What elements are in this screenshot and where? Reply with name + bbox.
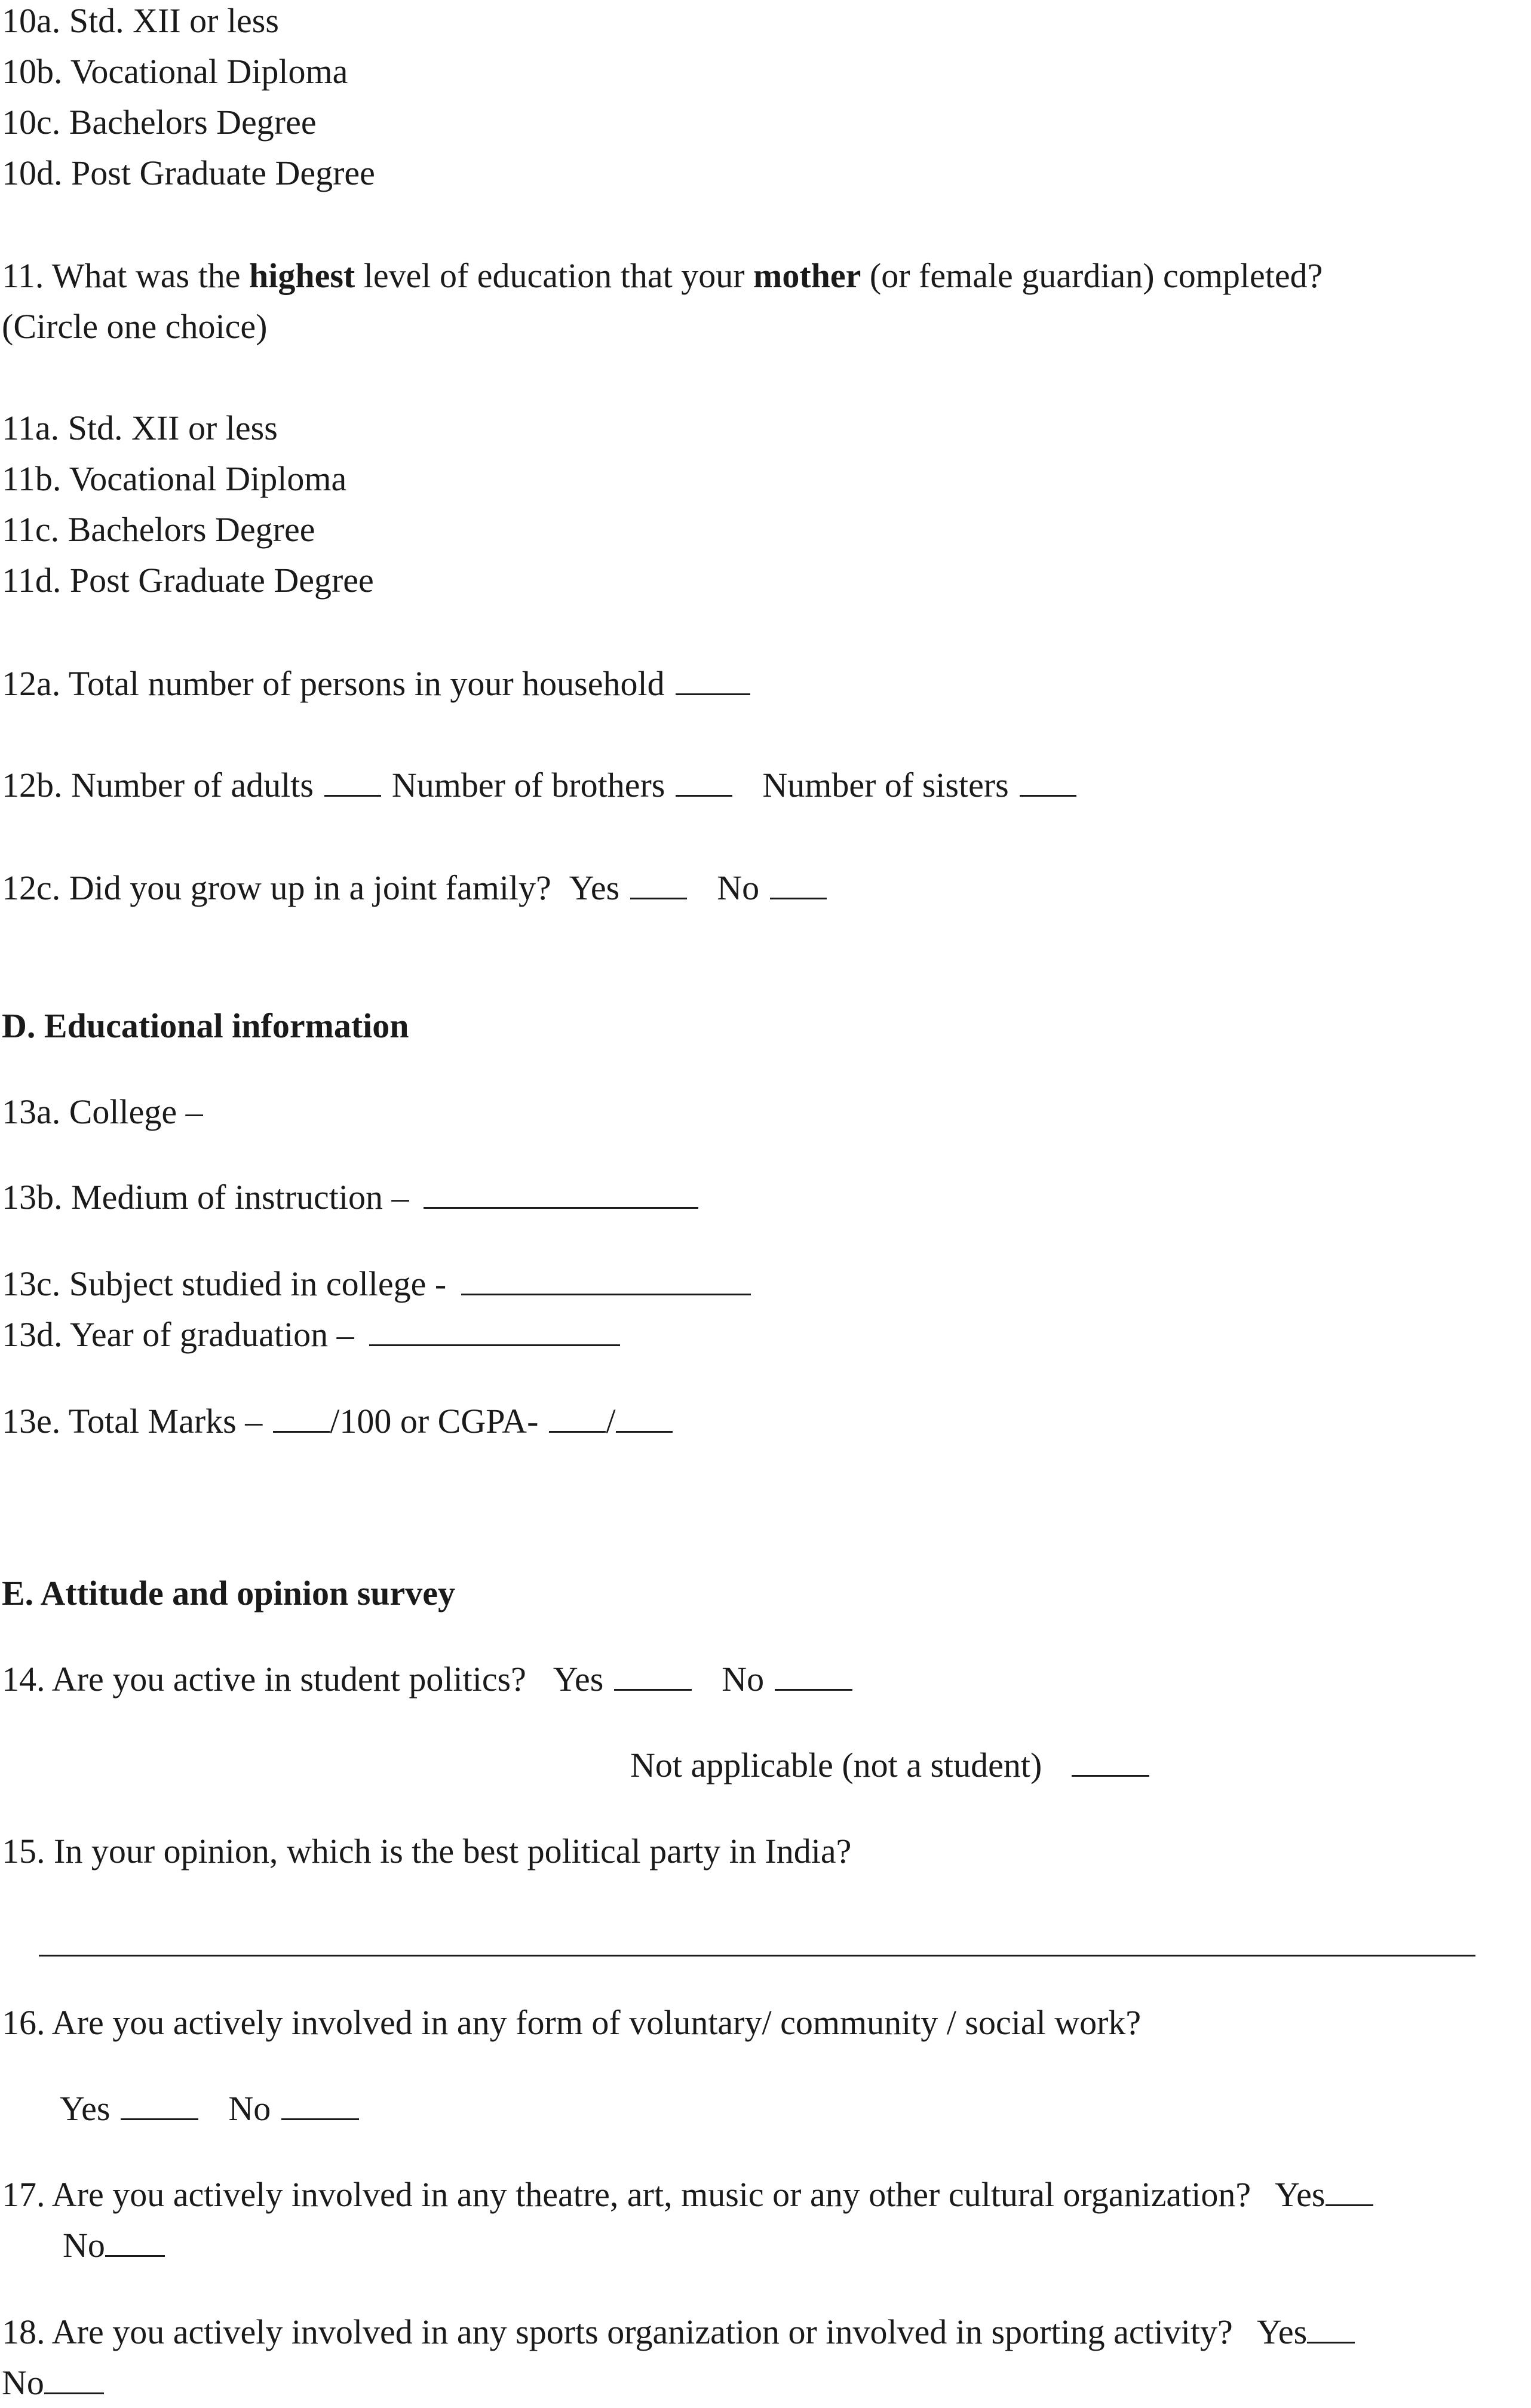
- q14-label: 14. Are you active in student politics?: [2, 1660, 526, 1698]
- q17-no-row: [63, 2222, 165, 2269]
- q11-bold-mother: mother: [753, 256, 861, 295]
- q17-no-blank[interactable]: [105, 2224, 165, 2257]
- q18-yes-blank[interactable]: [1307, 2311, 1355, 2344]
- q11-bold-highest: highest: [248, 256, 355, 295]
- q13c-row: [2, 1260, 751, 1308]
- q10-option-d: 10d. Post Graduate Degree: [2, 153, 375, 192]
- q18-no-label: No: [2, 2363, 44, 2402]
- q12c-no-blank[interactable]: [770, 867, 827, 899]
- q13a-college: 13a. College –: [2, 1092, 203, 1131]
- q18-question-row: [2, 2308, 1355, 2356]
- q15-question: 15. In your opinion, which is the best political party in India?: [2, 1832, 852, 1870]
- q12c-label: 12c. Did you grow up in a joint family?: [2, 868, 551, 907]
- q13e-mid: /100 or CGPA-: [330, 1402, 539, 1440]
- q12c-row: [2, 864, 827, 912]
- q14-yes-label: Yes: [553, 1660, 604, 1698]
- section-d-heading: D. Educational information: [2, 1006, 409, 1045]
- q16-no-blank[interactable]: [281, 2087, 359, 2120]
- q13e-cgpa-blank[interactable]: [549, 1400, 606, 1433]
- section-e-heading: E. Attitude and opinion survey: [2, 1574, 456, 1612]
- q12b-adults-blank[interactable]: [324, 764, 381, 797]
- q14-na-row: [630, 1742, 1149, 1789]
- q13c-label: 13c. Subject studied in college -: [2, 1264, 447, 1303]
- q14-na-blank[interactable]: [1072, 1744, 1149, 1777]
- q12b-brothers-label: Number of brothers: [391, 766, 665, 804]
- q14-row: [2, 1656, 852, 1703]
- q12c-yes-blank[interactable]: [630, 867, 687, 899]
- q13d-row: [2, 1311, 620, 1359]
- q11-option-a[interactable]: 11a. Std. XII or less: [2, 408, 278, 447]
- q13e-cgpa-total-blank[interactable]: [616, 1400, 673, 1433]
- q11-text: (or female guardian) completed?: [861, 256, 1323, 295]
- q18-no-blank[interactable]: [44, 2361, 104, 2394]
- q12a-blank[interactable]: [676, 662, 750, 695]
- q13b-row: [2, 1174, 698, 1221]
- q12b-brothers-blank[interactable]: [676, 764, 732, 797]
- q12b-row: [2, 761, 1076, 809]
- q12b-adults-label: 12b. Number of adults: [2, 766, 314, 804]
- q18-question: 18. Are you actively involved in any sports organization or involved in sporting activity?: [2, 2312, 1233, 2351]
- q12c-yes-label: Yes: [569, 868, 620, 907]
- q17-question-row: [2, 2171, 1373, 2219]
- q13e-slash: /: [606, 1402, 616, 1440]
- q13e-row: [2, 1398, 673, 1445]
- q13b-label: 13b. Medium of instruction –: [2, 1178, 409, 1217]
- q17-question: 17. Are you actively involved in any theatre, art, music or any other cultural organization?: [2, 2175, 1251, 2214]
- q13d-blank[interactable]: [369, 1313, 620, 1346]
- q11-text: 11. What was the: [2, 256, 249, 295]
- q14-no-label: No: [722, 1660, 765, 1698]
- q17-yes-label: Yes: [1275, 2175, 1326, 2214]
- q13b-blank[interactable]: [424, 1176, 698, 1209]
- q13c-blank[interactable]: [461, 1263, 751, 1295]
- q11-option-d[interactable]: 11d. Post Graduate Degree: [2, 561, 374, 600]
- q14-na-label: Not applicable (not a student): [630, 1746, 1042, 1784]
- q11-instruction: (Circle one choice): [2, 307, 268, 346]
- q11-text: level of education that your: [355, 256, 754, 295]
- q10-option-a: 10a. Std. XII or less: [2, 1, 279, 40]
- q17-no-label: No: [63, 2226, 105, 2265]
- q18-no-row: [2, 2359, 104, 2407]
- q12c-no-label: No: [717, 868, 760, 907]
- q15-answer-line[interactable]: [39, 1955, 1475, 1956]
- q13d-label: 13d. Year of graduation –: [2, 1315, 354, 1354]
- q16-yes-blank[interactable]: [121, 2087, 198, 2120]
- q12a-row: [2, 660, 750, 708]
- q12b-sisters-label: Number of sisters: [762, 766, 1009, 804]
- q12a-label: 12a. Total number of persons in your household: [2, 664, 665, 703]
- q14-yes-blank[interactable]: [614, 1658, 692, 1691]
- q13e-marks-blank[interactable]: [273, 1400, 330, 1433]
- q12b-sisters-blank[interactable]: [1020, 764, 1076, 797]
- q16-question: 16. Are you actively involved in any form of voluntary/ community / social work?: [2, 2003, 1142, 2042]
- q11-option-c[interactable]: 11c. Bachelors Degree: [2, 510, 315, 549]
- q10-option-c: 10c. Bachelors Degree: [2, 103, 317, 142]
- q11-question: [2, 252, 1323, 300]
- q16-yes-label: Yes: [60, 2089, 111, 2128]
- q14-no-blank[interactable]: [775, 1658, 852, 1691]
- q18-yes-label: Yes: [1256, 2312, 1308, 2351]
- q10-option-b: 10b. Vocational Diploma: [2, 52, 348, 91]
- q16-answer-row: [60, 2085, 359, 2133]
- q13e-label: 13e. Total Marks –: [2, 1402, 263, 1440]
- q11-option-b[interactable]: 11b. Vocational Diploma: [2, 459, 347, 498]
- q17-yes-blank[interactable]: [1326, 2173, 1373, 2206]
- q16-no-label: No: [228, 2089, 271, 2128]
